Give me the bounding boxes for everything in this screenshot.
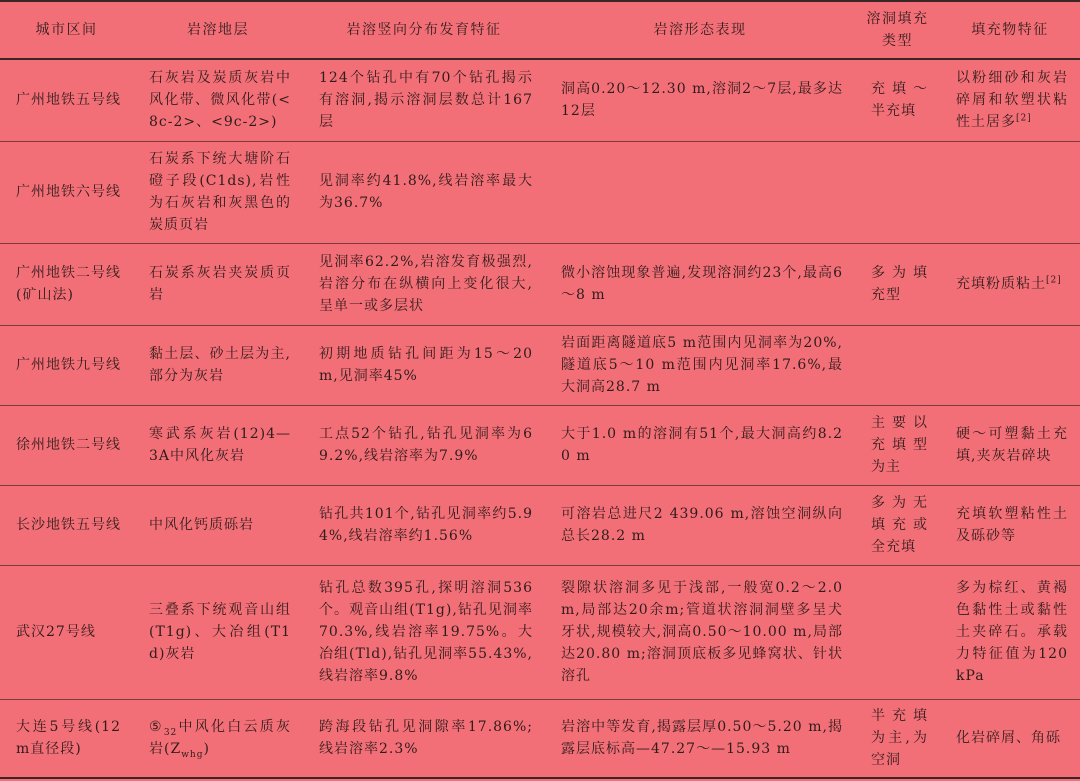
cell-city: 广州地铁六号线 [16,184,121,200]
header-stratum: 岩溶地层 [187,22,249,38]
stratum-code-subscript: whg [181,750,204,761]
cell-fill-feature: 硬～可塑黏土充填,夹灰岩碎块 [956,426,1068,464]
cell-vertical: 初期地质钻孔间距为15～20 m,见洞率45% [319,346,533,384]
cell-fill-type: 主要以充填型为主 [871,415,928,475]
cell-fill-type: 充填～半充填 [871,81,928,120]
cell-form: 可溶岩总进尺2 439.06 m,溶蚀空洞纵向总长28.2 m [561,506,843,544]
cell-stratum: 黏土层、砂土层为主,部分为灰岩 [149,346,291,384]
table-row [0,485,1080,565]
cell-fill-type [855,565,940,699]
stratum-circled-subscript: 32 [163,728,178,739]
cell-fill-type: 多为无填充或全充填 [871,495,928,555]
cell-form: 大于1.0 m的溶洞有51个,最大洞高约8.20 m [561,426,843,464]
fill-feature-text: 充填粉质粘土 [956,276,1046,292]
cell-vertical: 见洞率62.2%,岩溶发育极强烈,岩溶分布在纵横向上变化很大,呈单一或多层状 [319,254,533,314]
header-fill-type: 溶洞填充类型 [866,11,929,49]
cell-stratum: 中风化钙质砾岩 [149,517,254,533]
stratum-circled-number: ⑤ [149,719,164,736]
cell-fill-type [855,325,940,405]
cell-form: 裂隙状溶洞多见于浅部,一般宽0.2～2.0 m,局部达20余m;管道状溶洞洞壁多呈犬牙状,规模较大,洞高0.50～10.00 m,局部达20.80 m;溶洞顶底板多见蜂窝状、针状溶孔 [561,580,843,684]
header-city: 城市区间 [35,22,98,38]
cell-stratum: 寒武系灰岩(12)4—3A中风化灰岩 [149,426,291,464]
cell-vertical: 钻孔共101个,钻孔见洞率约5.94%,线岩溶率约1.56% [319,506,533,544]
header-vertical: 岩溶竖向分布发育特征 [346,22,502,38]
cell-form: 岩溶中等发育,揭露层厚0.50～5.20 m,揭露层底标高—47.27～—15.93 m [561,719,843,758]
citation-ref: [2] [1016,113,1032,124]
cell-city: 武汉27号线 [16,624,96,640]
cell-stratum: 石灰岩及炭质灰岩中风化带、微风化带(<8c-2>、<9c-2>) [149,70,291,131]
cell-city: 广州地铁九号线 [16,357,121,373]
cell-form [545,141,855,243]
cell-city: 广州地铁五号线 [16,92,121,109]
cell-vertical: 124个钻孔中有70个钻孔揭示有溶洞,揭示溶洞层数总计167层 [319,70,533,131]
table-row [0,699,1080,778]
cell-city: 广州地铁二号线(矿山法) [16,265,121,303]
table-row [0,141,1080,243]
cell-stratum [133,699,303,778]
stratum-text: 中风化白云质灰岩(Z [149,719,292,758]
cell-fill-type [855,141,940,243]
cell-vertical: 工点52个钻孔,钻孔见洞率为69.2%,线岩溶率为7.9% [319,426,533,464]
header-row [0,1,1080,59]
table-row [0,59,1080,141]
cell-fill-feature: 化岩碎屑、角砾 [956,730,1061,747]
cell-city: 长沙地铁五号线 [16,517,121,533]
cell-form: 洞高0.20～12.30 m,溶洞2～7层,最多达12层 [561,81,843,120]
cell-city: 徐州地铁二号线 [16,437,121,453]
cell-fill-type: 半充填为主,为空洞 [871,708,928,769]
table-row [0,565,1080,699]
cell-fill-type: 多为填充型 [871,265,928,303]
cell-vertical: 见洞率约41.8%,线岩溶率最大为36.7% [319,173,533,211]
cell-vertical: 钻孔总数395孔,探明溶洞536个。观音山组(T1g),钻孔见洞率70.3%,线岩溶率19.75%。大冶组(Tld),钻孔见洞率55.43%,线岩溶率9.8% [319,580,533,684]
cell-fill-feature [940,141,1080,243]
fill-feature-text: 以粉细砂和灰岩碎屑和软塑状粘性土居多 [956,70,1068,131]
stratum-text-end: ) [203,741,210,758]
header-form: 岩溶形态表现 [653,22,747,38]
citation-ref: [2] [1046,275,1062,286]
cell-form: 岩面距离隧道底5 m范围内见洞率为20%,隧道底5～10 m范围内见洞率17.6%,最大洞高28.7 m [561,335,843,395]
cell-city: 大连5号线(12 m直径段) [16,719,121,758]
cell-stratum: 石炭系下统大塘阶石磴子段(C1ds),岩性为石灰岩和灰黑色的炭质页岩 [149,151,291,233]
cell-fill-feature [940,325,1080,405]
cell-vertical: 跨海段钻孔见洞隙率17.86%;线岩溶率2.3% [319,719,533,758]
table-row [0,325,1080,405]
table-row [0,405,1080,485]
cell-fill-feature [940,243,1080,325]
cell-fill-feature [940,59,1080,141]
cell-fill-feature: 多为棕红、黄褐色黏性土或黏性土夹碎石。承载力特征值为120 kPa [956,580,1068,684]
header-fill-feature: 填充物特征 [971,22,1049,38]
cell-stratum: 石炭系灰岩夹炭质页岩 [149,265,291,303]
cell-form: 微小溶蚀现象普遍,发现溶洞约23个,最高6～8 m [561,265,843,303]
cell-fill-feature: 充填软塑粘性土及砾砂等 [956,506,1068,544]
cell-stratum: 三叠系下统观音山组(T1g)、大冶组(T1d)灰岩 [149,602,291,662]
table-row [0,243,1080,325]
